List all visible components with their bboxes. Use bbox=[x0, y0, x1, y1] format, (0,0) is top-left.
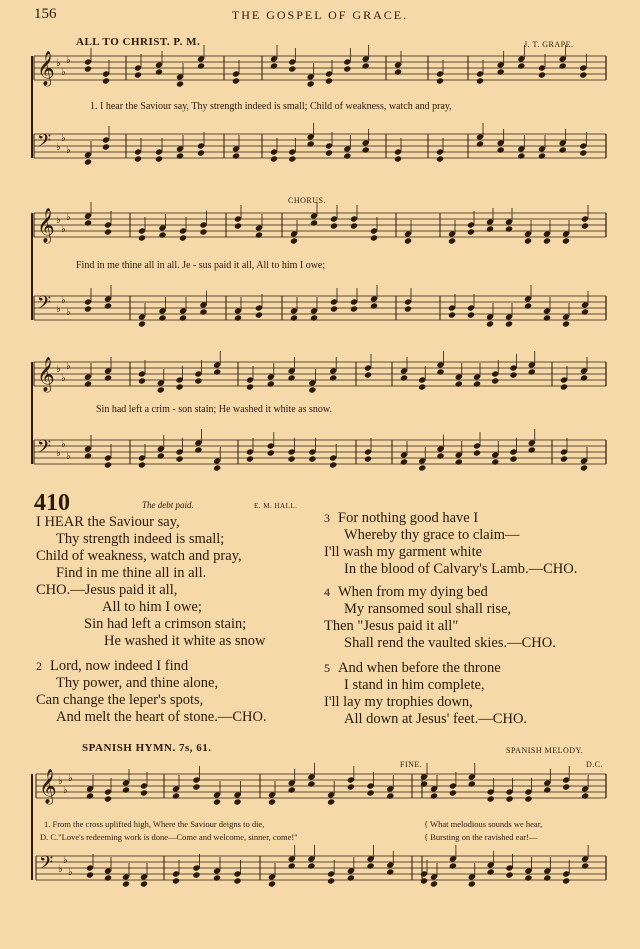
lyric-line: { What melodious sounds we hear, bbox=[424, 819, 543, 829]
note-head bbox=[580, 464, 588, 471]
verse-line: Sin had left a crimson stain; bbox=[84, 616, 247, 632]
note-head bbox=[505, 225, 513, 232]
note-head bbox=[288, 155, 296, 162]
note-head bbox=[543, 874, 551, 881]
verse-line: Shall rend the vaulted skies.—CHO. bbox=[344, 635, 556, 651]
treble-clef: 𝄞 bbox=[39, 769, 57, 804]
verse-line: Then "Jesus paid it all" bbox=[324, 618, 459, 634]
note-head bbox=[524, 795, 532, 802]
flat-sign: ♭ bbox=[66, 307, 71, 318]
note-head bbox=[436, 155, 444, 162]
note-head bbox=[436, 368, 444, 375]
treble-clef: 𝄞 bbox=[37, 208, 55, 243]
bass-clef: 𝄢 bbox=[37, 293, 52, 318]
note-head bbox=[232, 152, 240, 159]
verse-line: Thy strength indeed is small; bbox=[56, 531, 225, 547]
note-head bbox=[362, 62, 370, 69]
note-head bbox=[104, 461, 112, 468]
note-head bbox=[194, 446, 202, 453]
verse-line: I stand in him complete, bbox=[344, 677, 485, 693]
note-head bbox=[517, 152, 525, 159]
note-head bbox=[84, 380, 92, 387]
note-head bbox=[270, 62, 278, 69]
flat-sign: ♭ bbox=[56, 215, 61, 226]
note-head bbox=[559, 62, 567, 69]
note-head bbox=[509, 455, 517, 462]
note-head bbox=[476, 140, 484, 147]
note-head bbox=[176, 455, 184, 462]
page-number: 156 bbox=[34, 6, 57, 22]
chorus-text bbox=[36, 582, 265, 650]
note-head bbox=[430, 792, 438, 799]
flat-sign: ♭ bbox=[61, 295, 66, 306]
note-head bbox=[194, 377, 202, 384]
note-head bbox=[330, 305, 338, 312]
note-head bbox=[418, 464, 426, 471]
note-head bbox=[86, 792, 94, 799]
flat-sign: ♭ bbox=[63, 855, 68, 866]
note-head bbox=[497, 68, 505, 75]
note-head bbox=[448, 311, 456, 318]
hymn-number: 410 bbox=[34, 490, 70, 516]
note-head bbox=[560, 455, 568, 462]
note-head bbox=[310, 314, 318, 321]
verse-line: CHO.—Jesus paid it all, bbox=[36, 582, 178, 598]
note-head bbox=[288, 65, 296, 72]
note-head bbox=[86, 871, 94, 878]
note-head bbox=[449, 862, 457, 869]
note-head bbox=[197, 149, 205, 156]
composer: SPANISH MELODY. bbox=[506, 746, 584, 755]
verse-line: Find in me thine all in all. bbox=[56, 565, 207, 581]
flat-sign: ♭ bbox=[66, 361, 71, 372]
stanza-2 bbox=[36, 658, 267, 726]
note-head bbox=[104, 302, 112, 309]
note-head bbox=[288, 862, 296, 869]
note-head bbox=[562, 783, 570, 790]
bass-clef: 𝄢 bbox=[37, 437, 52, 462]
note-head bbox=[329, 461, 337, 468]
note-head bbox=[288, 374, 296, 381]
note-head bbox=[140, 880, 148, 887]
note-head bbox=[404, 305, 412, 312]
note-head bbox=[232, 77, 240, 84]
flat-sign: ♭ bbox=[56, 304, 61, 315]
note-head bbox=[436, 77, 444, 84]
note-head bbox=[497, 146, 505, 153]
note-head bbox=[505, 795, 513, 802]
note-head bbox=[448, 237, 456, 244]
note-head bbox=[524, 874, 532, 881]
note-head bbox=[192, 871, 200, 878]
note-head bbox=[176, 383, 184, 390]
note-head bbox=[505, 320, 513, 327]
note-head bbox=[84, 452, 92, 459]
lyric-line: 1. I hear the Saviour say, Thy strength indeed is small; Child of weakness, watch and pray, bbox=[90, 101, 452, 112]
note-head bbox=[524, 302, 532, 309]
note-head bbox=[468, 780, 476, 787]
note-head bbox=[420, 877, 428, 884]
note-head bbox=[267, 380, 275, 387]
note-head bbox=[308, 386, 316, 393]
composer: J. T. GRAPE. bbox=[524, 40, 574, 49]
note-head bbox=[366, 862, 374, 869]
note-head bbox=[307, 862, 315, 869]
flat-sign: ♭ bbox=[66, 212, 71, 223]
note-head bbox=[155, 68, 163, 75]
note-head bbox=[246, 455, 254, 462]
flat-sign: ♭ bbox=[58, 864, 63, 875]
note-head bbox=[199, 228, 207, 235]
note-head bbox=[581, 792, 589, 799]
note-head bbox=[307, 80, 315, 87]
note-head bbox=[364, 455, 372, 462]
note-head bbox=[138, 461, 146, 468]
note-head bbox=[155, 155, 163, 162]
note-head bbox=[455, 380, 463, 387]
note-head bbox=[487, 868, 495, 875]
note-head bbox=[233, 877, 241, 884]
lyric-line: D. C."Love's redeeming work is done—Come and welcome, sinner, come!" bbox=[40, 832, 298, 842]
note-head bbox=[172, 792, 180, 799]
note-head bbox=[325, 149, 333, 156]
stanza-number: 5 bbox=[324, 661, 330, 675]
note-head bbox=[268, 880, 276, 887]
note-head bbox=[430, 880, 438, 887]
note-head bbox=[580, 374, 588, 381]
note-head bbox=[327, 798, 335, 805]
note-head bbox=[562, 320, 570, 327]
bass-clef: 𝄢 bbox=[39, 853, 54, 878]
note-head bbox=[538, 152, 546, 159]
note-head bbox=[486, 225, 494, 232]
hymn-subtitle: The debt paid. bbox=[142, 500, 194, 510]
verse-line: He washed it white as snow bbox=[104, 633, 266, 649]
note-head bbox=[157, 452, 165, 459]
note-head bbox=[267, 449, 275, 456]
note-head bbox=[102, 143, 110, 150]
note-head bbox=[467, 311, 475, 318]
note-head bbox=[362, 146, 370, 153]
note-head bbox=[104, 374, 112, 381]
flat-sign: ♭ bbox=[56, 58, 61, 69]
note-head bbox=[307, 140, 315, 147]
stanza-3 bbox=[324, 510, 577, 578]
note-head bbox=[394, 155, 402, 162]
note-head bbox=[579, 149, 587, 156]
stanza-number: 3 bbox=[324, 511, 330, 525]
note-head bbox=[562, 237, 570, 244]
note-head bbox=[370, 234, 378, 241]
verse-line: And when before the throne bbox=[338, 660, 501, 676]
note-head bbox=[330, 222, 338, 229]
note-head bbox=[84, 305, 92, 312]
note-head bbox=[543, 237, 551, 244]
tune-name: ALL TO CHRIST. P. M. bbox=[76, 36, 201, 48]
note-head bbox=[486, 320, 494, 327]
lyric-line: Sin had left a crim - son stain; He washed it white as snow. bbox=[96, 404, 332, 415]
note-head bbox=[179, 234, 187, 241]
note-head bbox=[213, 798, 221, 805]
note-head bbox=[138, 320, 146, 327]
note-head bbox=[84, 219, 92, 226]
chorus-label: CHORUS. bbox=[288, 196, 326, 205]
note-head bbox=[172, 877, 180, 884]
note-head bbox=[290, 237, 298, 244]
bass-clef: 𝄢 bbox=[37, 131, 52, 156]
note-head bbox=[350, 305, 358, 312]
note-head bbox=[473, 380, 481, 387]
note-head bbox=[255, 311, 263, 318]
verse-line: And melt the heart of stone.—CHO. bbox=[56, 709, 267, 725]
flat-sign: ♭ bbox=[66, 55, 71, 66]
note-head bbox=[394, 68, 402, 75]
note-head bbox=[329, 374, 337, 381]
flat-sign: ♭ bbox=[56, 448, 61, 459]
note-head bbox=[364, 371, 372, 378]
note-head bbox=[538, 71, 546, 78]
note-head bbox=[234, 314, 242, 321]
note-head bbox=[366, 789, 374, 796]
note-head bbox=[449, 789, 457, 796]
note-head bbox=[157, 386, 165, 393]
note-head bbox=[255, 231, 263, 238]
note-head bbox=[581, 308, 589, 315]
verse-line: I HEAR the Saviour say, bbox=[36, 514, 180, 530]
note-head bbox=[138, 234, 146, 241]
note-head bbox=[473, 449, 481, 456]
note-head bbox=[400, 374, 408, 381]
note-head bbox=[246, 383, 254, 390]
note-head bbox=[213, 368, 221, 375]
verse-line: Thy power, and thine alone, bbox=[56, 675, 219, 691]
note-head bbox=[176, 152, 184, 159]
note-head bbox=[491, 377, 499, 384]
verse-line: Child of weakness, watch and pray, bbox=[36, 548, 242, 564]
note-head bbox=[104, 228, 112, 235]
note-head bbox=[213, 464, 221, 471]
note-head bbox=[138, 377, 146, 384]
note-head bbox=[370, 302, 378, 309]
verse-line: When from my dying bed bbox=[338, 584, 488, 600]
verse-line: Whereby thy grace to claim— bbox=[344, 527, 520, 543]
note-head bbox=[268, 798, 276, 805]
note-head bbox=[213, 874, 221, 881]
flat-sign: ♭ bbox=[58, 776, 63, 787]
note-head bbox=[350, 222, 358, 229]
note-head bbox=[386, 868, 394, 875]
note-head bbox=[524, 237, 532, 244]
note-head bbox=[468, 880, 476, 887]
note-head bbox=[420, 780, 428, 787]
flat-sign: ♭ bbox=[56, 364, 61, 375]
running-title: THE GOSPEL OF GRACE. bbox=[231, 8, 409, 22]
verse-line: For nothing good have I bbox=[338, 510, 479, 526]
note-head bbox=[307, 780, 315, 787]
stanza-number: 2 bbox=[36, 659, 42, 673]
flat-sign: ♭ bbox=[56, 142, 61, 153]
note-head bbox=[84, 158, 92, 165]
note-head bbox=[179, 314, 187, 321]
flat-sign: ♭ bbox=[61, 439, 66, 450]
note-head bbox=[343, 152, 351, 159]
note-head bbox=[308, 455, 316, 462]
note-head bbox=[343, 65, 351, 72]
note-head bbox=[579, 71, 587, 78]
note-head bbox=[270, 155, 278, 162]
verse-line: My ransomed soul shall rise, bbox=[344, 601, 512, 617]
flat-sign: ♭ bbox=[61, 224, 66, 235]
note-head bbox=[418, 383, 426, 390]
lyric-line: 1. From the cross uplifted high, Where the Saviour deigns to die, bbox=[44, 819, 265, 829]
note-head bbox=[455, 458, 463, 465]
note-head bbox=[84, 65, 92, 72]
note-head bbox=[505, 871, 513, 878]
stanza-5 bbox=[324, 660, 527, 728]
note-head bbox=[347, 783, 355, 790]
note-head bbox=[517, 62, 525, 69]
note-head bbox=[560, 383, 568, 390]
note-head bbox=[347, 874, 355, 881]
lyric-line: { Bursting on the ravished ear!— bbox=[424, 832, 538, 842]
treble-clef: 𝄞 bbox=[37, 357, 55, 392]
note-head bbox=[134, 155, 142, 162]
treble-clef: 𝄞 bbox=[37, 51, 55, 86]
note-head bbox=[199, 308, 207, 315]
note-head bbox=[528, 446, 536, 453]
note-head bbox=[122, 880, 130, 887]
lyric-line: Find in me thine all in all. Je - sus paid it all, All to him I owe; bbox=[76, 260, 326, 271]
note-head bbox=[581, 222, 589, 229]
note-head bbox=[140, 789, 148, 796]
note-head bbox=[581, 862, 589, 869]
note-head bbox=[158, 231, 166, 238]
note-head bbox=[197, 62, 205, 69]
flat-sign: ♭ bbox=[66, 145, 71, 156]
verse-line: All down at Jesus' feet.—CHO. bbox=[344, 711, 528, 727]
flat-sign: ♭ bbox=[66, 451, 71, 462]
note-head bbox=[476, 77, 484, 84]
tune-name: SPANISH HYMN. 7s, 61. bbox=[82, 742, 212, 754]
note-head bbox=[543, 786, 551, 793]
note-head bbox=[233, 798, 241, 805]
note-head bbox=[288, 455, 296, 462]
note-head bbox=[192, 783, 200, 790]
note-head bbox=[543, 314, 551, 321]
note-head bbox=[310, 219, 318, 226]
flat-sign: ♭ bbox=[63, 785, 68, 796]
fine-label: FINE. bbox=[400, 760, 423, 769]
note-head bbox=[562, 877, 570, 884]
note-head bbox=[386, 792, 394, 799]
note-head bbox=[176, 80, 184, 87]
verse-line: I'll wash my garment white bbox=[324, 544, 483, 560]
flat-sign: ♭ bbox=[68, 867, 73, 878]
note-head bbox=[559, 146, 567, 153]
stanza-4 bbox=[324, 584, 556, 652]
flat-sign: ♭ bbox=[61, 67, 66, 78]
note-head bbox=[467, 228, 475, 235]
note-head bbox=[158, 314, 166, 321]
verse-line: In the blood of Calvary's Lamb.—CHO. bbox=[344, 561, 578, 577]
note-head bbox=[122, 786, 130, 793]
flat-sign: ♭ bbox=[61, 373, 66, 384]
flat-sign: ♭ bbox=[68, 773, 73, 784]
note-head bbox=[288, 786, 296, 793]
note-head bbox=[487, 795, 495, 802]
hymn-author: E. M. HALL. bbox=[254, 502, 298, 510]
verse-line: Lord, now indeed I find bbox=[50, 658, 189, 674]
note-head bbox=[290, 314, 298, 321]
note-head bbox=[491, 458, 499, 465]
verse-line: Can change the leper's spots, bbox=[36, 692, 204, 708]
stanza-number: 4 bbox=[324, 585, 330, 599]
note-head bbox=[404, 237, 412, 244]
stanza-1 bbox=[36, 514, 242, 582]
note-head bbox=[102, 77, 110, 84]
note-head bbox=[528, 368, 536, 375]
dc-label: D.C. bbox=[586, 760, 604, 769]
verse-line: All to him I owe; bbox=[102, 599, 202, 615]
note-head bbox=[327, 877, 335, 884]
note-head bbox=[134, 71, 142, 78]
verse-line: I'll lay my trophies down, bbox=[324, 694, 473, 710]
note-head bbox=[234, 222, 242, 229]
note-head bbox=[509, 371, 517, 378]
note-head bbox=[400, 458, 408, 465]
note-head bbox=[325, 77, 333, 84]
note-head bbox=[436, 452, 444, 459]
note-head bbox=[104, 795, 112, 802]
note-head bbox=[104, 874, 112, 881]
flat-sign: ♭ bbox=[61, 133, 66, 144]
